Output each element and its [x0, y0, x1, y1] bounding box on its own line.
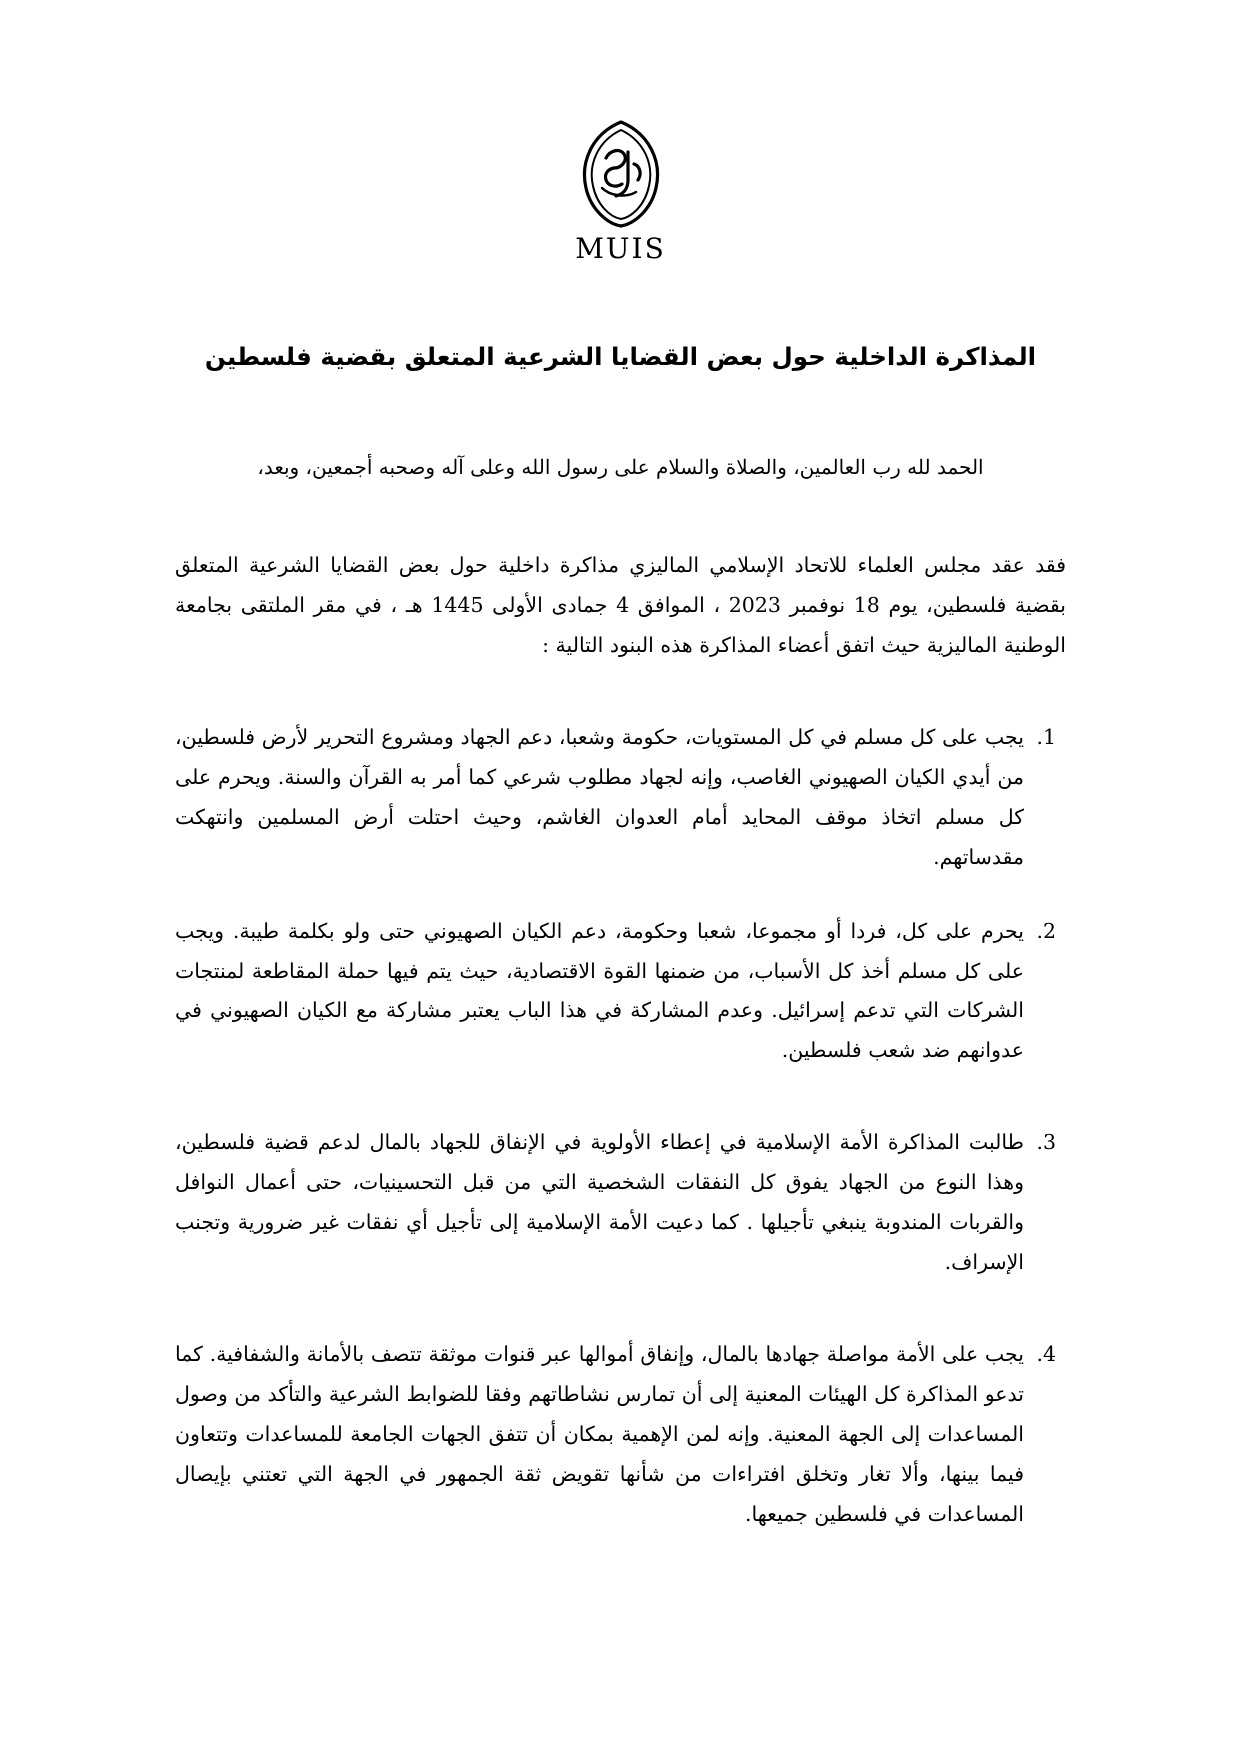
list-item: 3. طالبت المذاكرة الأمة الإسلامية في إعطاء الأولوية في الإنفاق للجهاد بالمال لدعم قضية فلسطين، وهذا النوع من الجهاد يفوق كل النفقات الشخصية التي من قبل التحسينيات، حتى أعمال النوافل والقربات المندوبة ينبغي تأجيلها . كما دعيت الأمة الإسلامية إلى تأجيل أي نفقات غير ضرورية وتجنب الإسراف. [175, 1123, 1030, 1283]
list-item: 1. يجب على كل مسلم في كل المستويات، حكومة وشعبا، دعم الجهاد ومشروع التحرير لأرض فلسطين، من أيدي الكيان الصهيوني الغاصب، وإنه لجهاد مطلوب شرعي كما أمر به القرآن والسنة. ويحرم على كل مسلم اتخاذ موقف المحايد أمام العدوان الغاشم، وحيث احتلت أرض المسلمين وانتهكت مقدساتهم. [175, 718, 1030, 878]
list-item: 4. يجب على الأمة مواصلة جهادها بالمال، وإنفاق أموالها عبر قنوات موثقة تتصف بالأمانة والشفافية. كما تدعو المذاكرة كل الهيئات المعنية إلى أن تمارس نشاطاتهم وفقا للضوابط الشرعية والتأكد من وصول المساعدات إلى الجهة المعنية. وإنه لمن الإهمية بمكان أن تتفق الجهات الجامعة للمساعدات وتتعاون فيما بينها، وألا تغار وتخلق افتراءات من شأنها تقويض ثقة الجمهور في الجهة التي تعتني بإيصال المساعدات في فلسطين جميعها. [175, 1335, 1030, 1535]
muis-calligraphy-logo-icon [566, 118, 676, 230]
opening-praise: الحمد لله رب العالمين، والصلاة والسلام على رسول الله وعلى آله وصحبه أجمعين، وبعد، [257, 454, 984, 479]
intro-paragraph: فقد عقد مجلس العلماء للاتحاد الإسلامي الماليزي مذاكرة داخلية حول بعض القضايا الشرعية المتعلق بقضية فلسطين، يوم 18 نوفمبر 2023 ، الموافق 4 جمادى الأولى 1445 هـ ، في مقر الملتقى بجامعة الوطنية الماليزية حيث اتفق أعضاء المذاكرة هذه البنود التالية : [175, 552, 1066, 657]
page-title: المذاكرة الداخلية حول بعض القضايا الشرعية المتعلق بقضية فلسطين [204, 342, 1037, 371]
list-item: 2. يحرم على كل، فردا أو مجموعا، شعبا وحكومة، دعم الكيان الصهيوني حتى ولو بكلمة طيبة. ويجب على كل مسلم أخذ كل الأسباب، من ضمنها القوة الاقتصادية، حيث يتم فيها حملة المقاطعة لمنتجات الشركات التي تدعم إسرائيل. وعدم المشاركة في هذا الباب يعتبر مشاركة مع الكيان الصهيوني في عدوانهم ضد شعب فلسطين. [175, 912, 1030, 1072]
organization-logo [175, 118, 1066, 265]
clause-list [175, 718, 1066, 1535]
logo-wordmark: MUIS [575, 232, 666, 265]
